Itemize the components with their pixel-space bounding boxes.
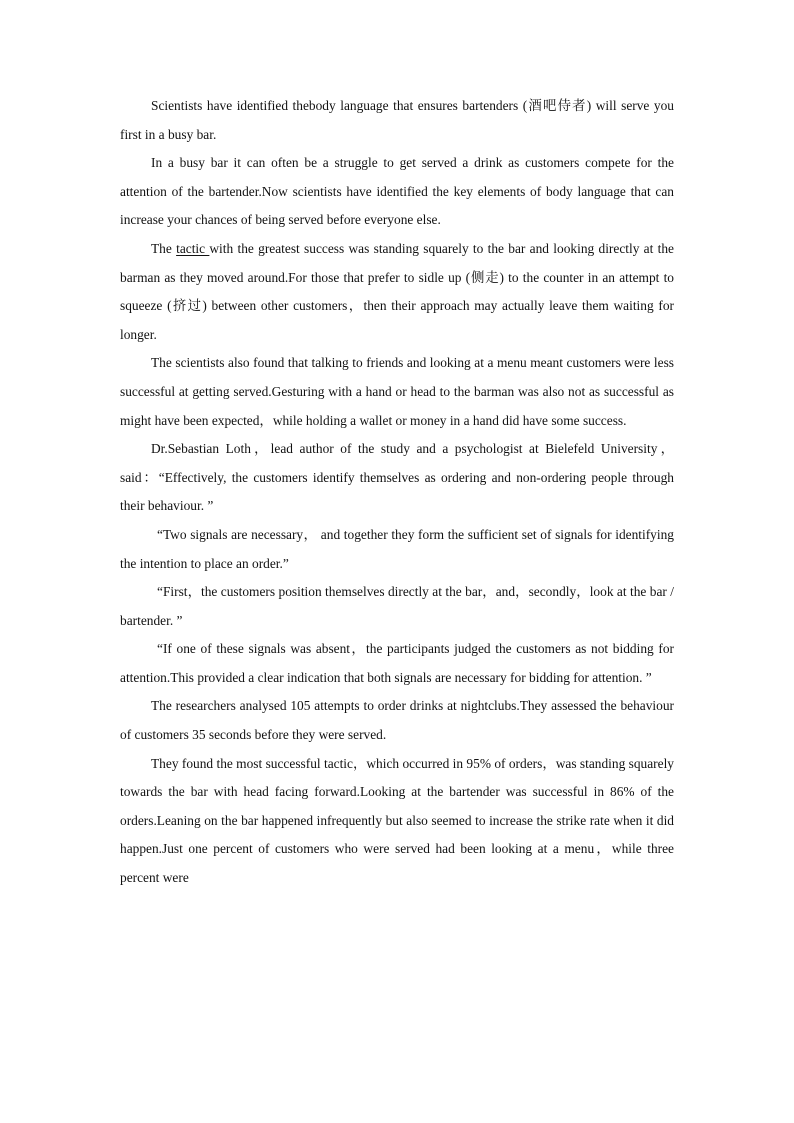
paragraph-first-second: “First，the customers position themselves directly at the bar，and，secondly，look at the bar / bartender. ” [120, 584, 674, 628]
article-body [120, 92, 674, 893]
paragraph-signal-absent: “If one of these signals was absent，the participants judged the customers as not bidding for attention.This provided a clear indication that both signals are necessary for bidding for attention. ” [120, 641, 674, 685]
paragraph-intro: Scientists have identified thebody language that ensures bartenders (酒吧侍者) will serve you first in a busy bar. [120, 98, 674, 142]
underlined-word-tactic: tactic [176, 240, 210, 256]
paragraph-author-quote: Dr.Sebastian Loth，lead author of the study and a psychologist at Bielefeld University，said：“Effectively, the customers identify themselves as ordering and non-ordering people through their behaviour. ” [120, 441, 674, 514]
paragraph-researchers: The researchers analysed 105 attempts to order drinks at nightclubs.They assessed the behaviour of customers 35 seconds before they were served. [120, 698, 674, 743]
paragraph-findings: The scientists also found that talking to friends and looking at a menu meant customers were less successful at getting served.Gesturing with a hand or head to the barman was also not as successful as might have been expected，while holding a wallet or money in a hand did have some success. [120, 355, 674, 428]
paragraph-tactic-rest: with the greatest success was standing squarely to the bar and looking directly at the barman as they moved around.For those that prefer to sidle up (侧走) to the counter in an attempt to squeeze (挤过) between other customers，then their approach may actually leave them waiting for longer. [120, 240, 674, 342]
paragraph-two-signals: “Two signals are necessary， and together they form the sufficient set of signals for identifying the intention to place an order.” [120, 526, 674, 571]
paragraph-busy-bar: In a busy bar it can often be a struggle to get served a drink as customers compete for the attention of the bartender.Now scientists have identified the key elements of body language that can increase your chances of being served before everyone else. [120, 155, 674, 228]
paragraph-results: They found the most successful tactic，which occurred in 95% of orders，was standing squarely towards the bar with head facing forward.Looking at the bartender was successful in 86% of the orders.Leaning on the bar happened infrequently but also seemed to increase the strike rate when it did happen.Just one percent of customers who were served had been looking at a menu，while three percent were [120, 755, 674, 886]
paragraph-tactic-lead: The [151, 240, 177, 256]
paragraph-tactic [120, 235, 674, 349]
